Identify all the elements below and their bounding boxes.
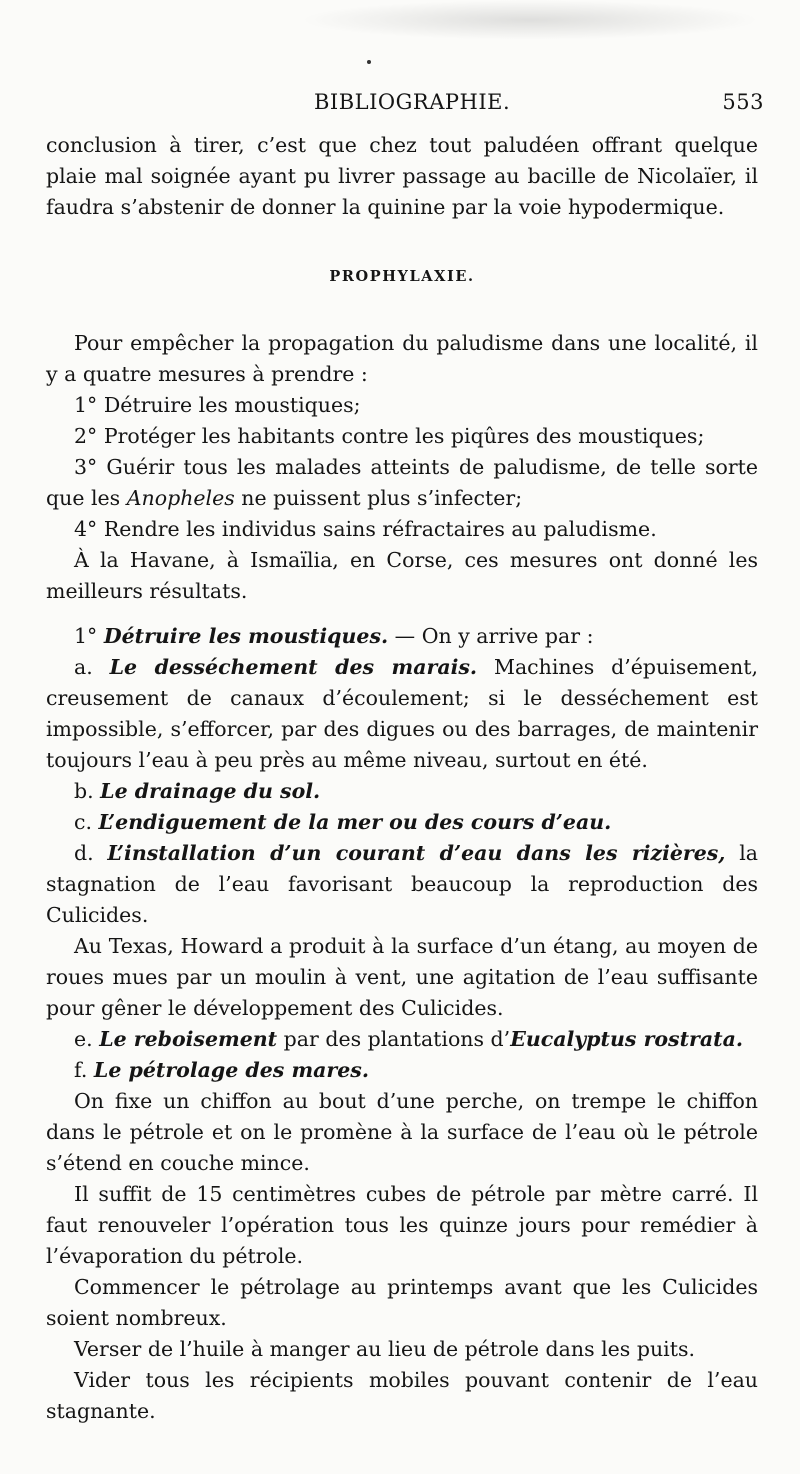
measure-italic: Anopheles	[126, 486, 235, 510]
item-b	[46, 776, 758, 807]
measure-3	[46, 452, 758, 514]
measure-4	[46, 514, 758, 545]
measure-2	[46, 421, 758, 452]
running-head	[46, 90, 766, 118]
continuation-paragraph: conclusion à tirer, c’est que chez tout paludéen offrant quelque plaie mal soignée ayant pu livrer passage au bacille de Nicolaïer, il faudra s’abstenir de donner la quinine par la voie hypodermique.	[46, 133, 758, 219]
item-c	[46, 807, 758, 838]
item-f	[46, 1055, 758, 1086]
subsection-title: Détruire les moustiques.	[103, 624, 389, 648]
section-title: PROPHYLAXIE.	[329, 268, 475, 285]
measure-text: ne puissent plus s’infecter;	[241, 486, 523, 510]
paragraph: Verser de l’huile à manger au lieu de pétrole dans les puits.	[74, 1337, 695, 1361]
item-letter: c.	[74, 810, 92, 834]
item-italic: L’endiguement de la mer ou des cours d’eau.	[98, 810, 612, 834]
measure-text: Guérir tous les malades atteints de paludisme, de telle sorte que les	[46, 455, 758, 510]
item-italic: L’installation d’un courant d’eau dans les rizières,	[107, 841, 726, 865]
results-paragraph: À la Havane, à Ismaïlia, en Corse, ces mesures ont donné les meilleurs résultats.	[46, 548, 758, 603]
item-text: la stagnation de l’eau favorisant beaucoup la reproduction des Culicides.	[46, 841, 758, 927]
measure-number: 1°	[74, 393, 98, 417]
measure-text: Rendre les individus sains réfractaires au paludisme.	[103, 517, 657, 541]
item-letter: b.	[74, 779, 94, 803]
paragraph: Il suffit de 15 centimètres cubes de pétrole par mètre carré. Il faut renouveler l’opération tous les quinze jours pour remédier à l’évaporation du pétrole.	[46, 1182, 758, 1268]
page-number: 553	[722, 90, 764, 114]
item-d	[46, 838, 758, 931]
scan-speck	[367, 60, 371, 64]
item-letter: e.	[74, 1027, 93, 1051]
measure-number: 2°	[74, 424, 98, 448]
item-letter: d.	[74, 841, 94, 865]
item-letter: a.	[74, 655, 93, 679]
measure-1	[46, 390, 758, 421]
measure-text: Protéger les habitants contre les piqûres des moustiques;	[103, 424, 705, 448]
scan-smudge	[300, 0, 760, 40]
measure-text: Détruire les moustiques;	[103, 393, 361, 417]
item-text: Machines d’épuisement, creusement de canaux d’écoulement; si le desséchement est impossible, s’efforcer, par des digues ou des barrages, de maintenir toujours l’eau à peu près au même niveau, surtout en été.	[46, 655, 758, 772]
item-italic: Le pétrolage des mares.	[93, 1058, 369, 1082]
item-letter: f.	[74, 1058, 88, 1082]
subsection-rest: — On y arrive par :	[394, 624, 594, 648]
subsection-heading	[46, 621, 758, 652]
item-italic: Le desséchement des marais.	[109, 655, 478, 679]
measure-number: 3°	[74, 455, 98, 479]
item-e	[46, 1024, 758, 1055]
item-italic: Le drainage du sol.	[100, 779, 321, 803]
texas-paragraph: Au Texas, Howard a produit à la surface d’un étang, au moyen de roues mues par un moulin à vent, une agitation de l’eau suffisante pour gêner le développement des Culicides.	[46, 934, 758, 1020]
page-body	[46, 130, 758, 1427]
intro-paragraph: Pour empêcher la propagation du paludisme dans une localité, il y a quatre mesures à prendre :	[46, 331, 758, 386]
item-italic: Le reboisement	[99, 1027, 278, 1051]
subsection-number: 1°	[74, 624, 98, 648]
spacer	[46, 607, 758, 621]
paragraph: Vider tous les récipients mobiles pouvant contenir de l’eau stagnante.	[46, 1368, 758, 1423]
item-text: par des plantations d’	[283, 1027, 511, 1051]
paragraph: Commencer le pétrolage au printemps avant que les Culicides soient nombreux.	[46, 1275, 758, 1330]
item-italic-species: Eucalyptus rostrata.	[510, 1027, 744, 1051]
item-a	[46, 652, 758, 776]
measure-number: 4°	[74, 517, 98, 541]
running-head-title: BIBLIOGRAPHIE.	[314, 90, 511, 114]
paragraph: On fixe un chiffon au bout d’une perche, on trempe le chiffon dans le pétrole et on le promène à la surface de l’eau où le pétrole s’étend en couche mince.	[46, 1089, 758, 1175]
